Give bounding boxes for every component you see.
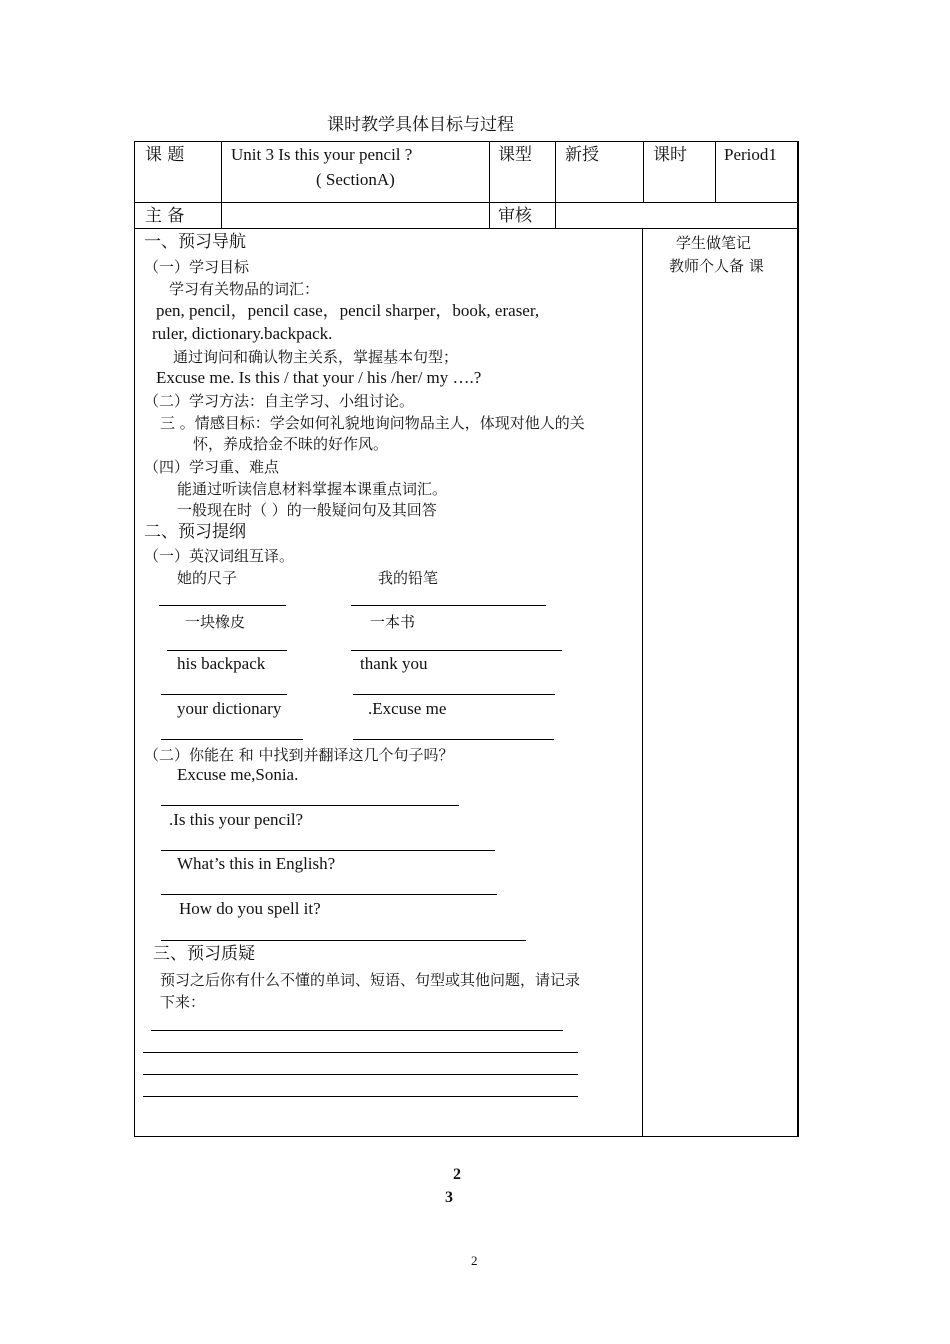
s1-3a: 三 。情感目标：学会如何礼貌地询问物品主人，体现对他人的关 — [160, 414, 585, 432]
answer-line[interactable] — [167, 650, 287, 651]
answer-line[interactable] — [159, 605, 286, 606]
s1-3b: 怀，养成拾金不昧的好作风。 — [193, 435, 389, 453]
side-note-1: 学生做笔记 — [676, 234, 752, 252]
s1-1-d: 通过询问和确认物主关系，掌握基本句型； — [173, 348, 459, 366]
page-title: 课时教学具体目标与过程 — [327, 115, 514, 135]
sentence-4: How do you spell it? — [179, 899, 321, 918]
period-value: Period1 — [724, 145, 777, 164]
topic-label: 课 题 — [145, 145, 185, 165]
answer-line[interactable] — [161, 694, 287, 695]
s1-1-a: 学习有关物品的词汇： — [169, 280, 320, 298]
answer-line[interactable] — [161, 940, 526, 941]
reviewer-label: 审核 — [498, 206, 532, 226]
answer-line[interactable] — [151, 1030, 563, 1031]
s1-4-b: 一般现在时（ ）的一般疑问句及其回答 — [177, 501, 437, 519]
sentence-1: Excuse me,Sonia. — [177, 765, 299, 784]
s3-b: 下来： — [160, 993, 206, 1011]
phrase-2: 我的铅笔 — [378, 569, 439, 587]
answer-line[interactable] — [161, 739, 303, 740]
sentence-3: What’s this in English? — [177, 854, 336, 873]
s1-4: （四）学习重、难点 — [144, 458, 280, 476]
phrase-4: 一本书 — [370, 613, 416, 631]
s1-1: （一）学习目标 — [144, 258, 250, 276]
section-1-title: 一、预习导航 — [144, 232, 246, 252]
period-label: 课时 — [653, 145, 687, 165]
answer-line[interactable] — [161, 805, 459, 806]
page-number: 2 — [471, 1253, 478, 1268]
answer-line[interactable] — [351, 605, 546, 606]
section-2-title: 二、预习提纲 — [144, 522, 246, 542]
answer-line[interactable] — [351, 650, 562, 651]
topic-line1: Unit 3 Is this your pencil ? — [231, 145, 413, 164]
s2-1: （一）英汉词组互译。 — [144, 547, 295, 565]
phrase-6: thank you — [360, 654, 428, 673]
answer-line[interactable] — [353, 739, 554, 740]
phrase-8: .Excuse me — [368, 699, 447, 718]
s2-2: （二）你能在 和 中找到并翻译这几个句子吗？ — [144, 746, 454, 764]
section-3-title: 三、预习质疑 — [153, 944, 255, 964]
phrase-3: 一块橡皮 — [185, 613, 246, 631]
phrase-1: 她的尺子 — [177, 569, 238, 587]
s1-1-e: Excuse me. Is this / that your / his /her/ my ….? — [156, 368, 482, 387]
sentence-2: .Is this your pencil? — [169, 810, 304, 829]
preparer-label: 主 备 — [145, 206, 185, 226]
footer-mark-2: 3 — [445, 1189, 453, 1206]
side-note-2: 教师个人备 课 — [669, 257, 764, 275]
answer-line[interactable] — [161, 850, 495, 851]
type-label: 课型 — [498, 145, 532, 165]
s1-1-c: ruler, dictionary.backpack. — [152, 324, 333, 343]
footer-mark-1: 2 — [453, 1166, 461, 1183]
s1-2: （二）学习方法：自主学习、小组讨论。 — [144, 392, 415, 410]
type-value: 新授 — [565, 145, 599, 165]
s1-4-a: 能通过听读信息材料掌握本课重点词汇。 — [177, 480, 448, 498]
s1-1-b: pen, pencil，pencil case，pencil sharper，book, eraser, — [156, 301, 540, 320]
s3-a: 预习之后你有什么不懂的单词、短语、句型或其他问题，请记录 — [160, 971, 581, 989]
answer-line[interactable] — [143, 1096, 578, 1097]
topic-line2: ( SectionA) — [316, 170, 395, 189]
answer-line[interactable] — [353, 694, 555, 695]
phrase-5: his backpack — [177, 654, 266, 673]
answer-line[interactable] — [143, 1074, 578, 1075]
answer-line[interactable] — [143, 1052, 578, 1053]
answer-line[interactable] — [161, 894, 497, 895]
phrase-7: your dictionary — [177, 699, 282, 718]
